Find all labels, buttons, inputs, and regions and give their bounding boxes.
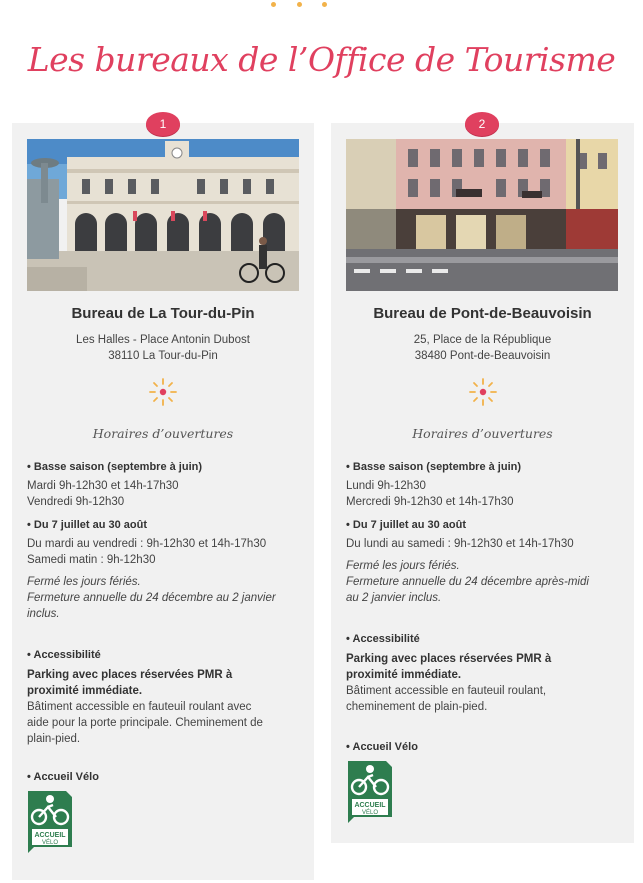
- closed-line: Fermé les jours fériés.: [346, 560, 460, 572]
- closed-line: inclus.: [27, 608, 60, 620]
- page-title: Les bureaux de l’Office de Tourisme: [27, 40, 616, 79]
- office-card-la-tour-du-pin: [12, 117, 314, 880]
- low-season-line: Mardi 9h-12h30 et 14h-17h30: [27, 480, 179, 492]
- closed-line: Fermeture annuelle du 24 décembre après-midi: [346, 576, 589, 588]
- accessibility-block: [27, 647, 302, 747]
- hours-title: Horaires d’ouvertures: [412, 426, 553, 441]
- office-address: [12, 332, 314, 364]
- accessibility-parking: proximité immédiate.: [27, 685, 143, 697]
- summer-title: • Du 7 juillet au 30 août: [346, 519, 466, 531]
- address-line-1: Les Halles - Place Antonin Dubost: [76, 334, 250, 346]
- accessibility-block: [346, 631, 622, 715]
- low-season-title: • Basse saison (septembre à juin): [27, 461, 203, 473]
- hours-title: Horaires d’ouvertures: [92, 426, 234, 441]
- closed-line: Fermé les jours fériés.: [27, 576, 141, 588]
- accessibility-parking: Parking avec places réservées PMR à: [346, 653, 552, 665]
- summer-title: • Du 7 juillet au 30 août: [27, 519, 147, 531]
- low-season-block: [27, 459, 302, 510]
- velo-logo-bottom-text: VÉLO: [361, 810, 379, 816]
- address-line-1: 25, Place de la République: [413, 334, 552, 346]
- decorative-dots: [271, 2, 331, 10]
- accessibility-line: Bâtiment accessible en fauteuil roulant,: [346, 685, 547, 697]
- low-season-line: Vendredi 9h-12h30: [27, 496, 125, 508]
- closed-line: Fermeture annuelle du 24 décembre au 2 janvier: [27, 592, 276, 604]
- office-name: Bureau de Pont-de-Beauvoisin: [373, 305, 592, 322]
- office-photo-la-tour-du-pin: [27, 139, 299, 291]
- accueil-velo-logo: [26, 787, 74, 855]
- summer-line: Du lundi au samedi : 9h-12h30 et 14h-17h30: [346, 538, 574, 550]
- office-card-pont-de-beauvoisin: [331, 117, 634, 843]
- low-season-line: Lundi 9h-12h30: [346, 480, 426, 492]
- office-number-badge: 2: [465, 112, 499, 136]
- summer-block: [346, 517, 622, 552]
- summer-line: Samedi matin : 9h-12h30: [27, 554, 156, 566]
- accessibility-title: • Accessibilité: [27, 649, 101, 661]
- velo-block: [27, 769, 302, 785]
- office-address: [331, 332, 634, 364]
- office-name: Bureau de La Tour-du-Pin: [71, 305, 255, 322]
- low-season-line: Mercredi 9h-12h30 et 14h-17h30: [346, 496, 514, 508]
- accessibility-line: aide pour la porte principale. Cheminement de: [27, 717, 263, 729]
- low-season-title: • Basse saison (septembre à juin): [346, 461, 522, 473]
- accueil-velo-logo: [346, 757, 394, 825]
- accessibility-title: • Accessibilité: [346, 633, 420, 645]
- sun-icon: [468, 377, 498, 407]
- accessibility-parking: proximité immédiate.: [346, 669, 462, 681]
- summer-line: Du mardi au vendredi : 9h-12h30 et 14h-17h30: [27, 538, 267, 550]
- velo-block: [346, 739, 622, 755]
- closed-note: [346, 558, 622, 606]
- closed-note: [27, 574, 302, 622]
- velo-logo-top-text: ACCUEIL: [354, 802, 386, 809]
- address-line-2: 38480 Pont-de-Beauvoisin: [414, 350, 551, 362]
- velo-logo-bottom-text: VÉLO: [41, 840, 59, 846]
- closed-line: au 2 janvier inclus.: [346, 592, 442, 604]
- summer-block: [27, 517, 302, 568]
- accessibility-parking: Parking avec places réservées PMR à: [27, 669, 233, 681]
- address-line-2: 38110 La Tour-du-Pin: [108, 350, 218, 362]
- velo-title: • Accueil Vélo: [346, 741, 418, 753]
- accessibility-line: plain-pied.: [27, 733, 81, 745]
- sun-icon: [148, 377, 178, 407]
- accessibility-line: cheminement de plain-pied.: [346, 701, 488, 713]
- velo-logo-top-text: ACCUEIL: [34, 832, 66, 839]
- accessibility-line: Bâtiment accessible en fauteuil roulant avec: [27, 701, 252, 713]
- office-photo-pont-de-beauvoisin: [346, 139, 618, 291]
- office-number-badge: 1: [146, 112, 180, 136]
- low-season-block: [346, 459, 622, 510]
- velo-title: • Accueil Vélo: [27, 771, 99, 783]
